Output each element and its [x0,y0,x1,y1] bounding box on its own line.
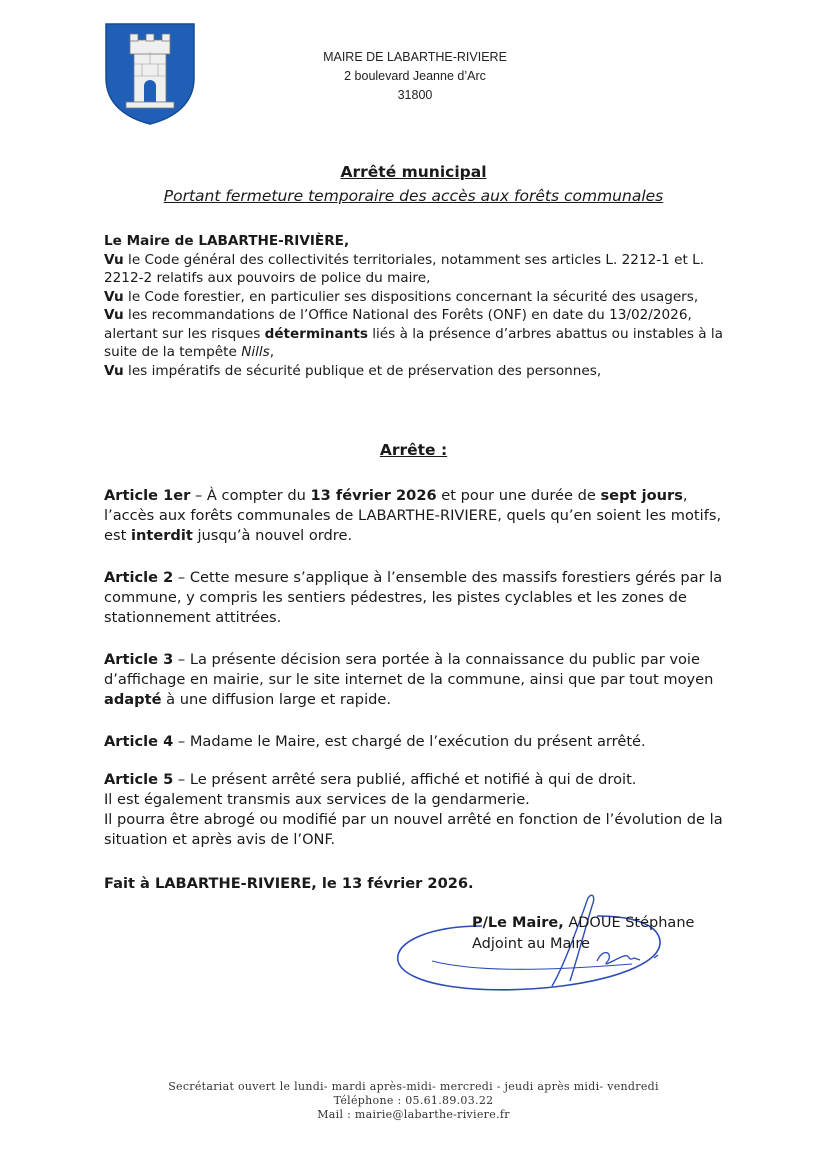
signature-block [472,913,694,955]
signatory-name: ADOUE Stéphane [563,915,695,931]
header-mayor-office: MAIRE DE LABARTHE-RIVIERE [323,50,507,64]
preamble-vu-1: Vu le Code général des collectivités territoriales, notamment ses articles L. 2212-1 et L. 2212-2 relatifs aux pouvoirs de police du maire, [104,251,705,286]
article-3: Article 3 – La présente décision sera portée à la connaissance du public par voie d’affichage en mairie, sur le site internet de la commune, ainsi que par tout moyen adapté à une diffusion large et rapide. [104,651,714,708]
footer [0,1080,827,1122]
article-4: Article 4 – Madame le Maire, est chargé de l’exécution du présent arrêté. [104,733,646,750]
document-subtitle: Portant fermeture temporaire des accès aux forêts communales [163,187,664,205]
decree-heading: Arrête : [379,441,448,459]
preamble-vu-4: Vu les impératifs de sécurité publique et de préservation des personnes, [104,362,602,379]
document-title: Arrêté municipal [340,163,487,181]
closing-place-date: Fait à LABARTHE-RIVIERE, le 13 février 2026. [104,875,474,892]
header-address: 2 boulevard Jeanne d’Arc [344,69,486,83]
preamble-vu-2: Vu le Code forestier, en particulier ses dispositions concernant la sécurité des usagers, [104,288,699,305]
signatory-role: Adjoint au Maire [472,936,590,952]
footer-phone: Téléphone : 05.61.89.03.22 [333,1094,494,1107]
preamble-intro: Le Maire de LABARTHE-RIVIÈRE, [104,233,350,249]
signature-for-label: P/Le Maire, [472,915,564,931]
article-5: Article 5 – Le présent arrêté sera publié, affiché et notifié à qui de droit. Il est également transmis aux services de la gendarmerie. Il pourra être abrogé ou modifié par un nouvel arrêté en fonction de l’évolution de la situation et après avis de l’ONF. [104,771,723,848]
footer-hours: Secrétariat ouvert le lundi- mardi après-midi- mercredi - jeudi après midi- vendredi [168,1080,659,1093]
preamble [104,232,724,380]
preamble-vu-3: Vu les recommandations de l’Office National des Forêts (ONF) en date du 13/02/2026, alertant sur les risques déterminants liés à la présence d’arbres abattus ou instables à la suite de la tempête Nills, [104,307,724,360]
article-1: Article 1er – À compter du 13 février 2026 et pour une durée de sept jours, l’accès aux forêts communales de LABARTHE-RIVIERE, quels qu’en soient les motifs, est interdit jusqu’à nouvel ordre. [104,487,722,544]
header-postcode: 31800 [397,88,433,102]
footer-email: Mail : mairie@labarthe-riviere.fr [317,1108,510,1121]
article-2: Article 2 – Cette mesure s’applique à l’ensemble des massifs forestiers gérés par la commune, y compris les sentiers pédestres, les pistes cyclables et les zones de stationnement attitrées. [104,569,723,626]
municipal-crest-logo [104,22,196,126]
